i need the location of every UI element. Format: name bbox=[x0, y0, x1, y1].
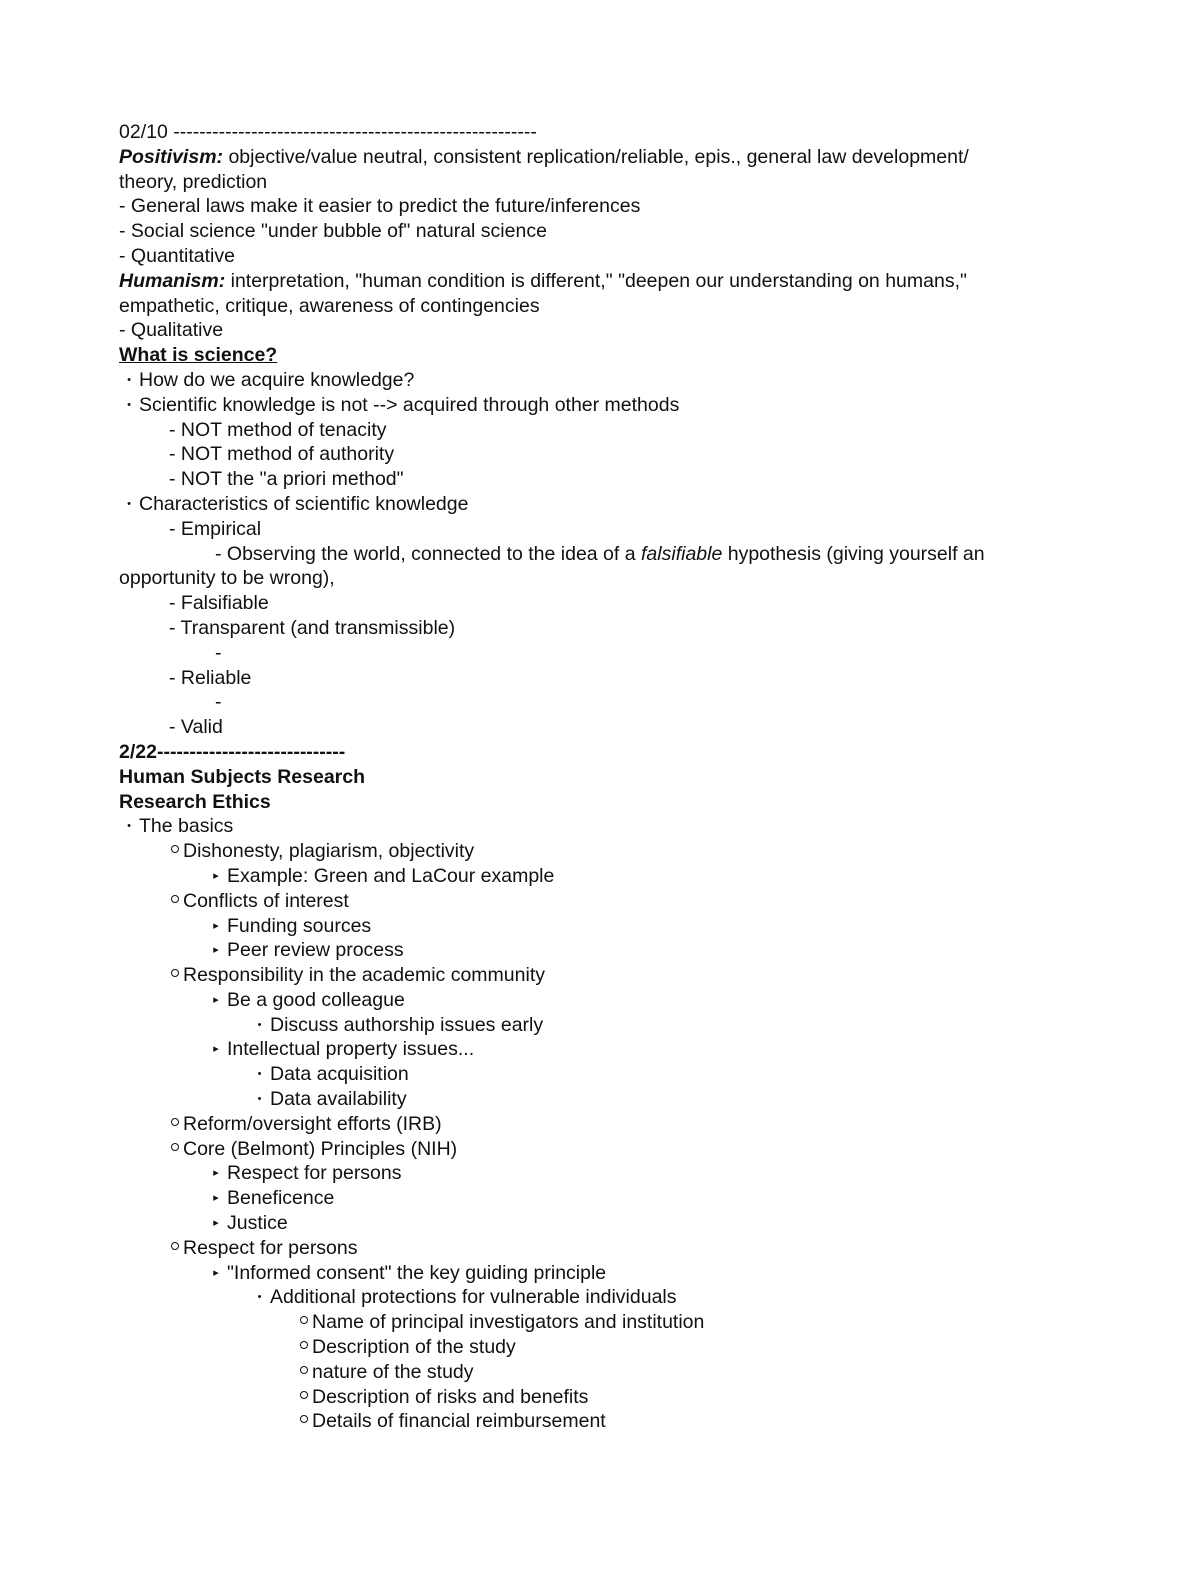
science-heading: What is science? bbox=[119, 344, 278, 367]
list-item: •How do we acquire knowledge? bbox=[119, 368, 1079, 393]
list-item: Conflicts of interest bbox=[119, 889, 1079, 914]
list-item: Name of principal investigators and institution bbox=[119, 1310, 1079, 1335]
triangle-bullet-icon bbox=[205, 864, 227, 889]
list-item: - bbox=[215, 691, 222, 714]
triangle-bullet-icon bbox=[205, 1037, 227, 1062]
circle-bullet-icon bbox=[167, 889, 183, 914]
positivism-line bbox=[119, 145, 1079, 170]
circle-bullet-icon bbox=[167, 1236, 183, 1261]
humanism-line bbox=[119, 269, 1079, 294]
list-item: ▸Example: Green and LaCour example bbox=[119, 864, 1079, 889]
positivism-text: objective/value neutral, consistent replication/reliable, epis., general law development/ bbox=[223, 145, 969, 168]
triangle-bullet-icon bbox=[205, 938, 227, 963]
bullet-icon bbox=[119, 814, 139, 839]
triangle-bullet-icon bbox=[205, 1161, 227, 1186]
positivism-cont: theory, prediction bbox=[119, 170, 268, 193]
list-item: ▸Respect for persons bbox=[119, 1161, 1079, 1186]
section-subtitle: Research Ethics bbox=[119, 790, 271, 813]
list-item: Respect for persons bbox=[119, 1236, 1079, 1261]
list-item: •Scientific knowledge is not --> acquired through other methods bbox=[119, 393, 1079, 418]
positivism-sub: - Quantitative bbox=[119, 244, 235, 267]
positivism-sub: - General laws make it easier to predict the future/inferences bbox=[119, 195, 641, 218]
list-item: •Data acquisition bbox=[119, 1062, 1079, 1087]
list-item: - Valid bbox=[169, 716, 223, 739]
list-item: ▸Justice bbox=[119, 1211, 1079, 1236]
list-item: Core (Belmont) Principles (NIH) bbox=[119, 1137, 1079, 1162]
circle-bullet-icon bbox=[296, 1409, 312, 1434]
circle-bullet-icon bbox=[167, 1137, 183, 1162]
circle-bullet-icon bbox=[296, 1335, 312, 1360]
bullet-icon bbox=[249, 1062, 270, 1087]
triangle-bullet-icon bbox=[205, 988, 227, 1013]
list-item: - Transparent (and transmissible) bbox=[169, 616, 456, 639]
list-item: •Discuss authorship issues early bbox=[119, 1013, 1079, 1038]
list-item: - NOT the "a priori method" bbox=[169, 468, 404, 491]
section-title: Human Subjects Research bbox=[119, 765, 366, 788]
list-item: •Characteristics of scientific knowledge bbox=[119, 492, 1079, 517]
bullet-icon bbox=[119, 393, 139, 418]
list-item: - Empirical bbox=[169, 517, 262, 540]
bullet-icon bbox=[119, 492, 139, 517]
list-item: - NOT method of tenacity bbox=[169, 418, 387, 441]
list-item: Reform/oversight efforts (IRB) bbox=[119, 1112, 1079, 1137]
circle-bullet-icon bbox=[296, 1385, 312, 1410]
list-item: - Reliable bbox=[169, 666, 252, 689]
list-item: •Additional protections for vulnerable individuals bbox=[119, 1285, 1079, 1310]
triangle-bullet-icon bbox=[205, 1186, 227, 1211]
list-item: Description of risks and benefits bbox=[119, 1385, 1079, 1410]
list-item: •The basics bbox=[119, 814, 1079, 839]
triangle-bullet-icon bbox=[205, 1261, 227, 1286]
list-item: - NOT method of authority bbox=[169, 443, 395, 466]
triangle-bullet-icon bbox=[205, 914, 227, 939]
circle-bullet-icon bbox=[167, 963, 183, 988]
notes-page bbox=[119, 120, 1079, 1434]
list-item: - Observing the world, connected to the idea of a falsifiable hypothesis (giving yourself an bbox=[215, 542, 985, 565]
humanism-sub: - Qualitative bbox=[119, 319, 224, 342]
list-item: ▸"Informed consent" the key guiding principle bbox=[119, 1261, 1079, 1286]
list-item: Dishonesty, plagiarism, objectivity bbox=[119, 839, 1079, 864]
list-item: ▸Funding sources bbox=[119, 914, 1079, 939]
positivism-term: Positivism: bbox=[119, 145, 224, 168]
list-item: - Falsifiable bbox=[169, 592, 269, 615]
humanism-term: Humanism: bbox=[119, 269, 226, 292]
list-item: - bbox=[215, 641, 222, 664]
humanism-text: interpretation, "human condition is different," "deepen our understanding on humans," bbox=[225, 269, 967, 292]
list-item: •Data availability bbox=[119, 1087, 1079, 1112]
list-item: Responsibility in the academic community bbox=[119, 963, 1079, 988]
list-item: ▸Beneficence bbox=[119, 1186, 1079, 1211]
bullet-icon bbox=[119, 368, 139, 393]
date-header-0222: 2/22----------------------------- bbox=[119, 740, 346, 763]
list-item: ▸Peer review process bbox=[119, 938, 1079, 963]
circle-bullet-icon bbox=[296, 1360, 312, 1385]
list-item-cont: opportunity to be wrong), bbox=[119, 567, 335, 590]
triangle-bullet-icon bbox=[205, 1211, 227, 1236]
circle-bullet-icon bbox=[167, 839, 183, 864]
list-item: ▸Be a good colleague bbox=[119, 988, 1079, 1013]
date-header-0210: 02/10 -------------------------------------------------------- bbox=[119, 121, 537, 143]
circle-bullet-icon bbox=[167, 1112, 183, 1137]
positivism-sub: - Social science "under bubble of" natural science bbox=[119, 220, 547, 243]
list-item: nature of the study bbox=[119, 1360, 1079, 1385]
list-item: ▸Intellectual property issues... bbox=[119, 1037, 1079, 1062]
bullet-icon bbox=[249, 1087, 270, 1112]
list-item: Description of the study bbox=[119, 1335, 1079, 1360]
circle-bullet-icon bbox=[296, 1310, 312, 1335]
bullet-icon bbox=[249, 1013, 270, 1038]
bullet-icon bbox=[249, 1285, 270, 1310]
humanism-cont: empathetic, critique, awareness of contingencies bbox=[119, 294, 540, 317]
list-item: Details of financial reimbursement bbox=[119, 1409, 1079, 1434]
